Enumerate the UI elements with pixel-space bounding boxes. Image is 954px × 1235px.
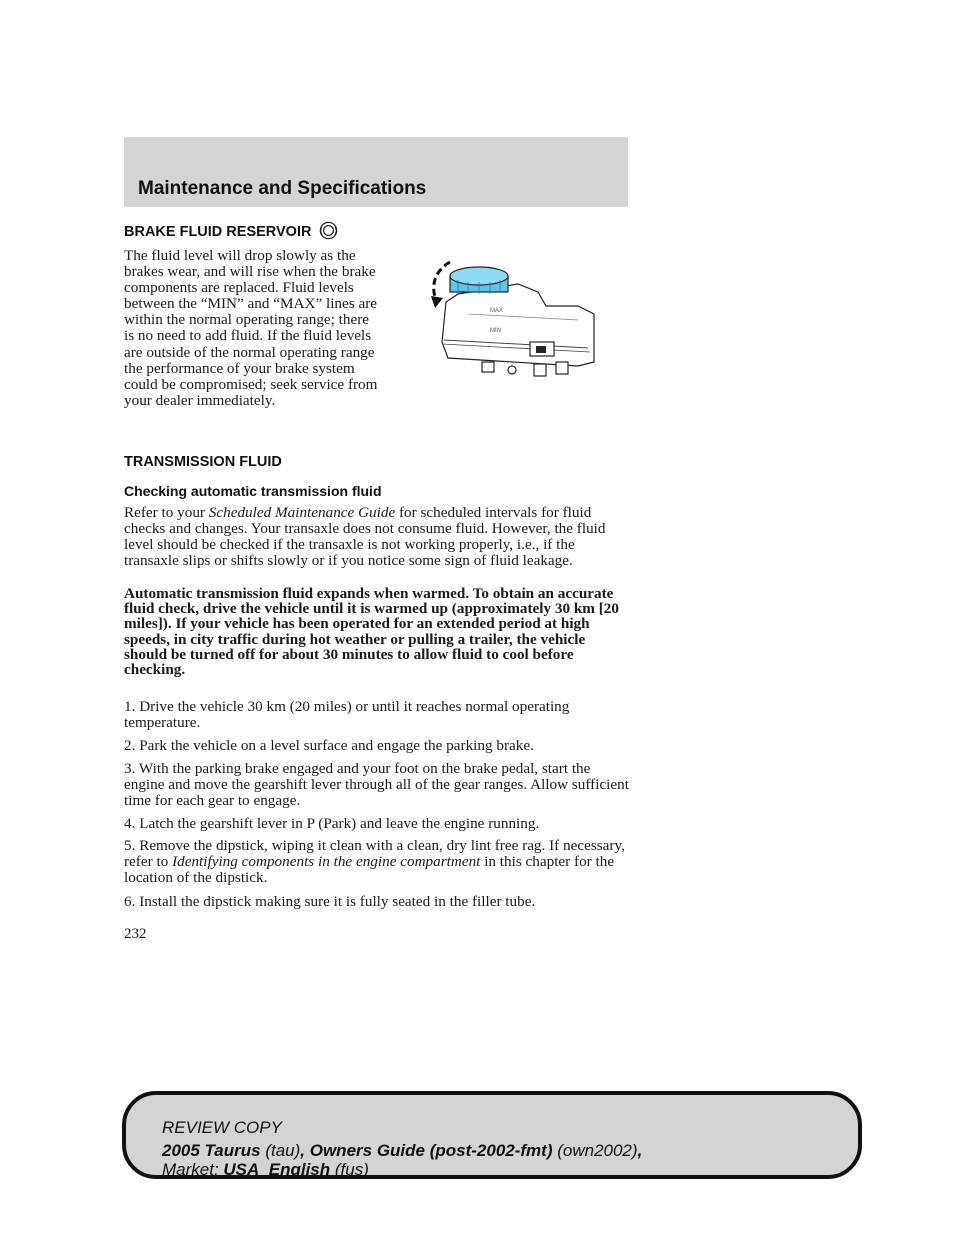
step-3: 3. With the parking brake engaged and your foot on the brake pedal, start the engine and move the gearshift lever through all of the gear ranges. Allow sufficient time for each gear to engage. xyxy=(124,760,629,810)
step-4: 4. Latch the gearshift lever in P (Park) and leave the engine running. xyxy=(124,815,540,832)
review-copy-line-3 xyxy=(162,1160,369,1180)
checking-fluid-subheading: Checking automatic transmission fluid xyxy=(124,483,382,499)
step-5-text-a: 5. Remove the dipstick, wiping it clean with a clean, dry lint free rag. If necessary, refer to xyxy=(124,837,625,871)
svg-text:MIN: MIN xyxy=(490,328,501,334)
engine-compartment-ref: Identifying components in the engine compartment xyxy=(172,853,481,871)
separator: , xyxy=(300,1141,310,1160)
brake-fluid-paragraph: The fluid level will drop slowly as the brakes wear, and will rise when the brake components are replaced. Fluid levels between the “MIN” and “MAX” lines are within the normal operating range; there is no need to add fluid. If the fluid levels are outside of the normal operating range the performance of your brake system could be compromised; seek service from your dealer immediately. xyxy=(124,247,378,409)
scheduled-maintenance-guide-ref: Scheduled Maintenance Guide xyxy=(208,504,396,521)
page-title: Maintenance and Specifications xyxy=(138,178,427,199)
guide-name: Owners Guide (post-2002-fmt) xyxy=(309,1141,553,1160)
step-5-text-b: in this chapter for the location of the dipstick. xyxy=(124,853,615,887)
line-end: , xyxy=(637,1141,643,1160)
brake-fluid-heading-text: BRAKE FLUID RESERVOIR xyxy=(124,224,312,240)
model-code: (tau) xyxy=(260,1141,301,1160)
transmission-intro-paragraph xyxy=(124,505,630,569)
brake-fluid-reservoir-illustration xyxy=(428,254,600,379)
market-label: Market: xyxy=(162,1160,224,1179)
review-copy-label: REVIEW COPY xyxy=(162,1118,282,1137)
review-copy-line-2 xyxy=(162,1141,642,1161)
svg-text:MAX: MAX xyxy=(490,308,504,314)
market-code: (fus) xyxy=(330,1160,369,1179)
model-name: 2005 Taurus xyxy=(162,1141,261,1160)
step-5 xyxy=(124,838,630,886)
brake-circle-icon xyxy=(319,221,338,240)
brake-fluid-heading xyxy=(124,221,338,240)
intro-text-a: Refer to your xyxy=(124,504,209,521)
market-name: USA_English xyxy=(223,1160,331,1179)
intro-text-b: for scheduled intervals for fluid checks and changes. Your transaxle does not consume fluid. However, the fluid level should be checked if the transaxle is not working properly, i.e., if the transaxle slips or shifts slowly or if you notice some sign of fluid leakage. xyxy=(124,504,606,570)
warning-paragraph: Automatic transmission fluid expands when warmed. To obtain an accurate fluid check, drive the vehicle until it is warmed up (approximately 30 km [20 miles]). If your vehicle has been operated for an extended period at high speeds, in city traffic during hot weather or pulling a trailer, the vehicle should be turned off for about 30 minutes to allow fluid to cool before checking. xyxy=(124,585,619,679)
transmission-fluid-heading: TRANSMISSION FLUID xyxy=(124,454,282,470)
page-number: 232 xyxy=(124,926,147,942)
guide-code: (own2002) xyxy=(552,1141,638,1160)
step-1: 1. Drive the vehicle 30 km (20 miles) or until it reaches normal operating temperature. xyxy=(124,698,570,732)
step-6: 6. Install the dipstick making sure it is fully seated in the filler tube. xyxy=(124,893,536,910)
step-2: 2. Park the vehicle on a level surface and engage the parking brake. xyxy=(124,737,534,754)
